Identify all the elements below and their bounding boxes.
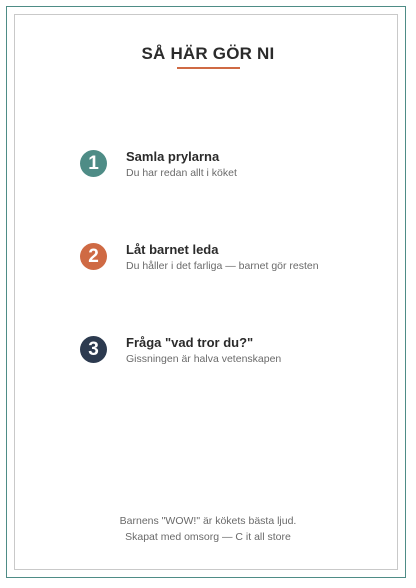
step-1-description: Du har redan allt i köket (126, 167, 237, 179)
step-2-description: Du håller i det farliga — barnet gör resten (126, 260, 319, 272)
page-title: SÅ HÄR GÖR NI (141, 44, 275, 63)
footer-credit: Skapat med omsorg — C it all store (125, 531, 291, 543)
step-2-number-badge: 2 (80, 243, 107, 270)
step-1-number-badge: 1 (80, 150, 107, 177)
title-underline (177, 67, 240, 69)
footer-tagline: Barnens "WOW!" är kökets bästa ljud. (119, 515, 297, 527)
step-3-description: Gissningen är halva vetenskapen (126, 353, 282, 365)
step-2 (0, 243, 416, 283)
step-1 (0, 150, 416, 190)
step-3-number-badge: 3 (80, 336, 107, 363)
page-border-inner (14, 14, 398, 570)
step-1-title: Samla prylarna (126, 149, 220, 164)
step-3-title: Fråga "vad tror du?" (126, 335, 254, 350)
step-2-title: Låt barnet leda (126, 242, 219, 257)
step-3 (0, 336, 416, 376)
